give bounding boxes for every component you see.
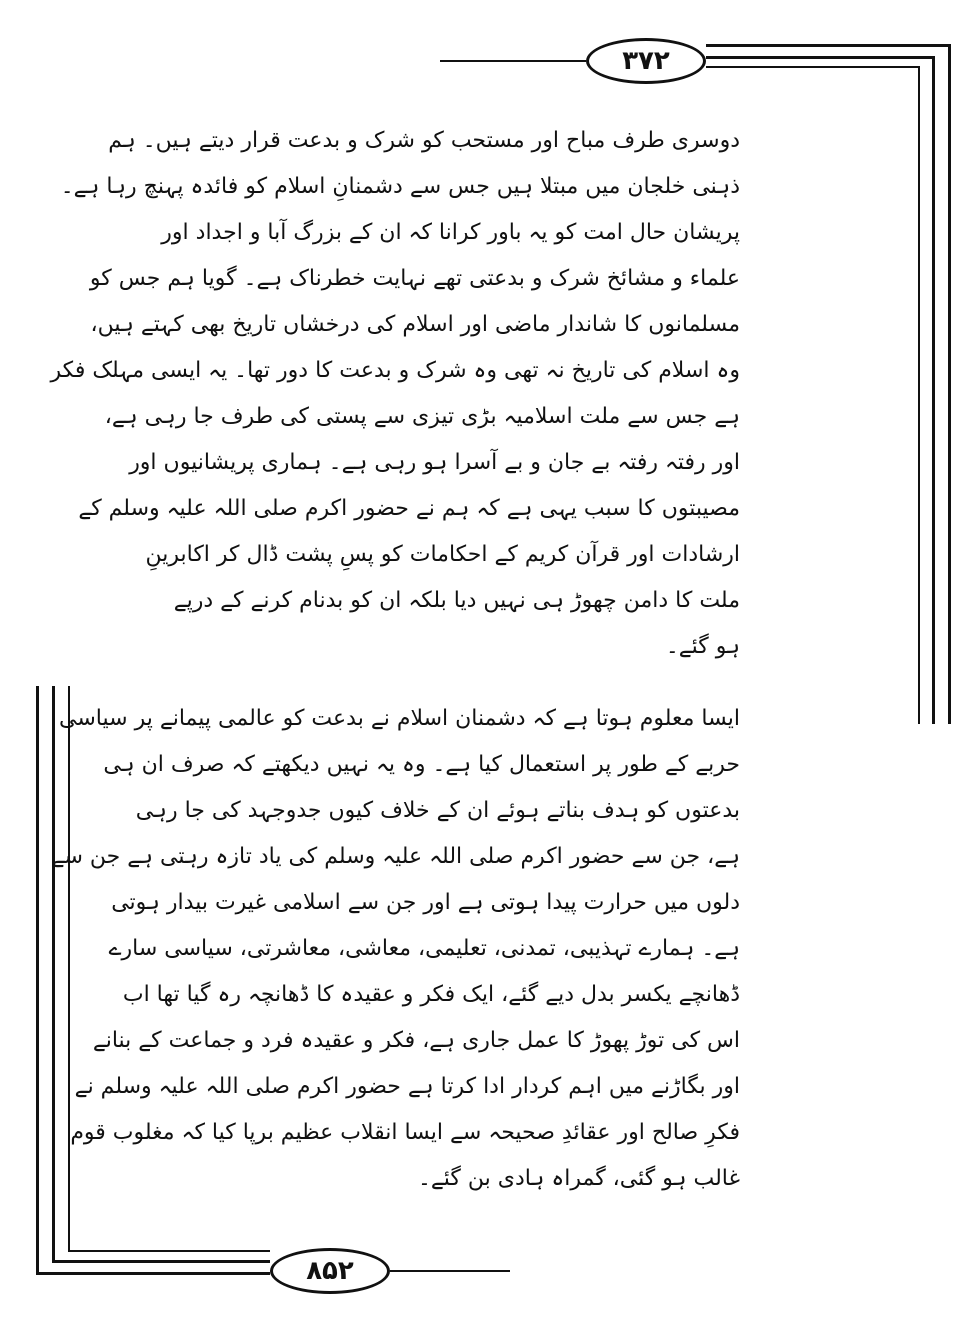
text-line: ہے جس سے ملت اسلامیہ بڑی تیزی سے پستی کی طرف جا رہی ہے،: [104, 404, 740, 429]
text-line: اور بگاڑنے میں اہم کردار ادا کرتا ہے حضور اکرم صلی اللہ علیہ وسلم نے: [74, 1074, 740, 1099]
paragraph-1: [50, 118, 740, 670]
bottom-frame-horizontal-inner: [68, 1250, 270, 1252]
top-frame-horizontal-inner: [706, 66, 920, 68]
top-page-number-text: ۳۷۲: [622, 46, 670, 76]
top-frame-left-rule: [440, 60, 586, 62]
text-line: ہے۔ ہمارے تہذیبی، تمدنی، تعلیمی، معاشی، معاشرتی، سیاسی سارے: [108, 936, 740, 961]
text-line: ڈھانچے یکسر بدل دیے گئے، ایک فکر و عقیدہ کا ڈھانچہ رہ گیا تھا اب: [122, 982, 740, 1007]
bottom-page-number-text: ۸۵۲: [306, 1256, 354, 1286]
top-frame-vertical-middle: [932, 56, 935, 724]
bottom-frame-vertical-middle: [52, 686, 55, 1262]
text-line: غالب ہو گئی، گمراہ ہادی بن گئے۔: [418, 1166, 740, 1191]
bottom-frame-horizontal-outer: [36, 1272, 270, 1275]
text-line: علماء و مشائخ شرک و بدعتی تھے نہایت خطرناک ہے۔ گویا ہم جس کو: [89, 266, 740, 291]
top-frame-vertical-outer: [948, 44, 951, 724]
text-line: پریشان حال امت کو یہ باور کرانا کہ ان کے بزرگ آبا و اجداد اور: [161, 220, 740, 245]
top-frame-horizontal-outer: [706, 44, 950, 47]
bottom-frame-horizontal-middle: [52, 1260, 270, 1263]
bottom-frame-vertical-inner: [68, 686, 70, 1250]
text-line: بدعتوں کو ہدف بناتے ہوئے ان کے خلاف کیوں جدوجہد کی جا رہی: [135, 798, 740, 823]
text-line: ایسا معلوم ہوتا ہے کہ دشمنان اسلام نے بدعت کو عالمی پیمانے پر سیاسی: [59, 706, 740, 731]
text-line: ہو گئے۔: [665, 634, 740, 659]
bottom-frame-vertical-outer: [36, 686, 39, 1274]
text-line: ہے، جن سے حضور اکرم صلی اللہ علیہ وسلم کی یاد تازہ رہتی ہے جن سے: [51, 844, 740, 869]
text-line: دوسری طرف مباح اور مستحب کو شرک و بدعت قرار دیتے ہیں۔ ہم: [108, 128, 740, 153]
text-line: مصیبتوں کا سبب یہی ہے کہ ہم نے حضور اکرم صلی اللہ علیہ وسلم کے: [78, 496, 740, 521]
text-line: ذہنی خلجان میں مبتلا ہیں جس سے دشمنانِ اسلام کو فائدہ پہنچ رہا ہے۔: [60, 174, 740, 199]
bottom-frame-right-rule: [390, 1270, 510, 1272]
top-page-number: [586, 38, 706, 84]
text-line: اور رفتہ رفتہ بے جان و بے آسرا ہو رہی ہے۔ ہماری پریشانیوں اور: [129, 450, 740, 475]
bottom-page-number: [270, 1248, 390, 1294]
top-frame-vertical-inner: [918, 66, 920, 724]
text-line: مسلمانوں کا شاندار ماضی اور اسلام کی درخشاں تاریخ بھی کہتے ہیں،: [90, 312, 740, 337]
paragraph-2: [51, 696, 740, 1202]
text-line: دلوں میں حرارت پیدا ہوتی ہے اور جن سے اسلامی غیرت بیدار ہوتی: [111, 890, 740, 915]
text-line: اس کی توڑ پھوڑ کا عمل جاری ہے، فکر و عقیدہ فرد و جماعت کے بنانے: [92, 1028, 740, 1053]
text-line: ملت کا دامن چھوڑ ہی نہیں دیا بلکہ ان کو بدنام کرنے کے درپے: [173, 588, 740, 613]
text-line: فکرِ صالح اور عقائدِ صحیحہ سے ایسا انقلاب عظیم برپا کیا کہ مغلوب قوم: [70, 1120, 740, 1145]
text-line: وہ اسلام کی تاریخ نہ تھی وہ شرک و بدعت کا دور تھا۔ یہ ایسی مہلک فکر: [50, 358, 740, 383]
text-line: ارشادات اور قرآن کریم کے احکامات کو پسِ پشت ڈال کر اکابرینِ: [145, 542, 740, 567]
text-line: حربے کے طور پر استعمال کیا ہے۔ وہ یہ نہیں دیکھتے کہ صرف ان ہی: [103, 752, 740, 777]
top-frame-horizontal-middle: [706, 56, 934, 59]
